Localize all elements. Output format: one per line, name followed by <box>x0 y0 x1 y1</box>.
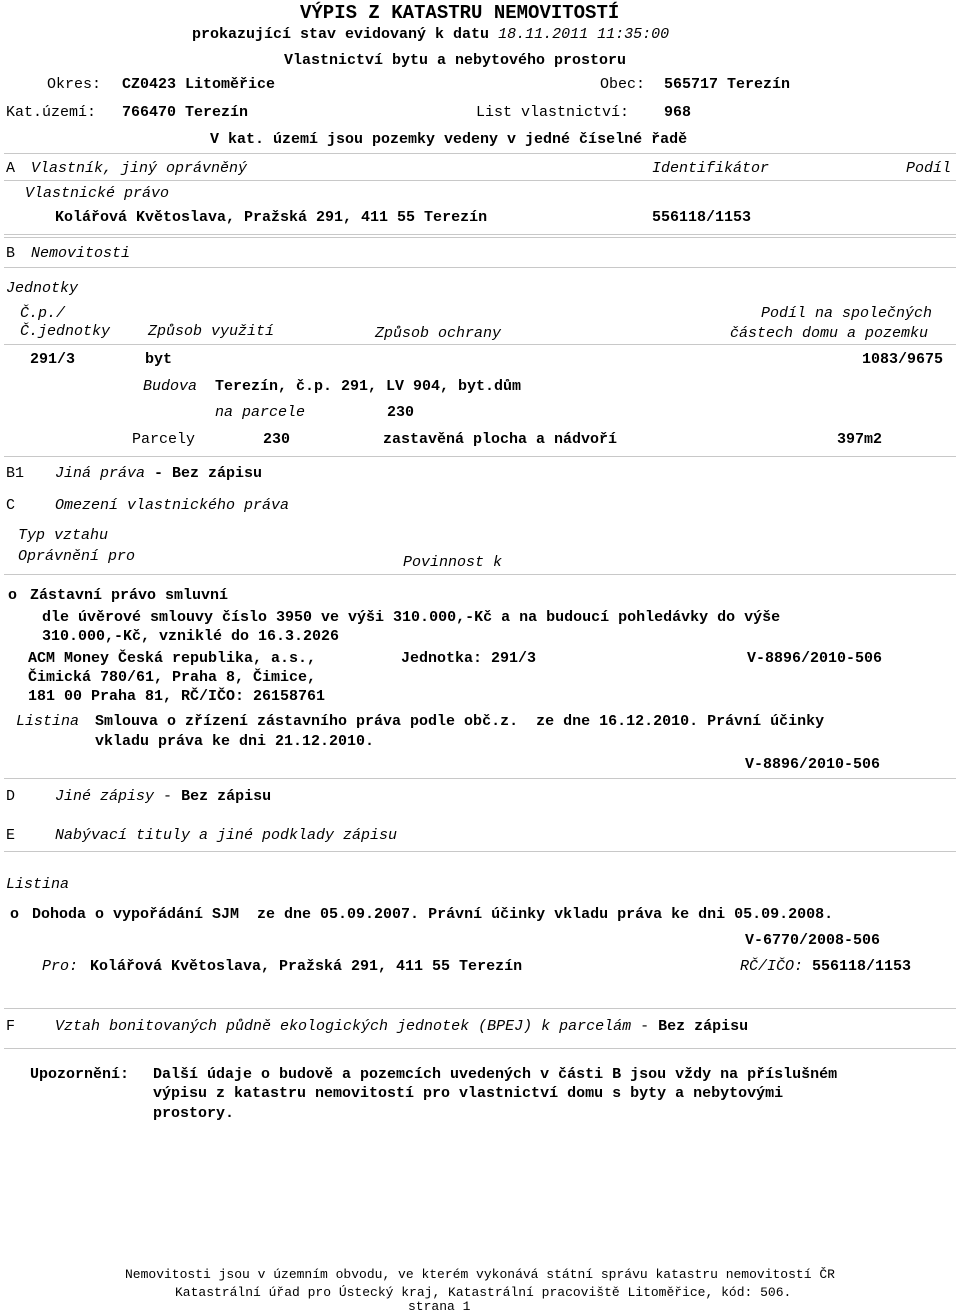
footer-line-1: Nemovitosti jsou v územním obvodu, ve kterém vykonává státní správu katastru nemovitostí ČR <box>125 1267 835 1282</box>
divider <box>4 456 956 457</box>
section-a-letter: A <box>6 160 16 177</box>
parcel-on-label: na parcele <box>215 404 306 421</box>
parcel-number: 230 <box>263 431 291 448</box>
lien-detail-line-1: dle úvěrové smlouvy číslo 3950 ve výši 310.000,-Kč a na budoucí pohledávky do výše <box>42 609 781 626</box>
entitled-header: Oprávnění pro <box>18 548 136 565</box>
common-share-header-2: částech domu a pozemku <box>730 325 929 342</box>
section-e-letter: E <box>6 827 16 844</box>
section-b1-line <box>55 465 262 483</box>
identifier-column-header: Identifikátor <box>652 160 770 177</box>
divider <box>4 153 956 154</box>
lien-title: Zástavní právo smluvní <box>30 587 229 604</box>
divider <box>4 234 956 235</box>
unit-share: 1083/9675 <box>862 351 944 368</box>
duty-value: Jednotka: 291/3 <box>401 650 537 667</box>
section-b1-title: Jiná práva <box>55 465 146 482</box>
status-label: prokazující stav evidovaný k datu <box>192 26 490 43</box>
rc-value: 556118/1153 <box>812 958 912 975</box>
section-f-line <box>55 1018 748 1036</box>
ownership-type: Vlastnictví bytu a nebytového prostoru <box>284 52 627 69</box>
document-title: VÝPIS Z KATASTRU NEMOVITOSTÍ <box>300 2 620 24</box>
okres-value: CZ0423 Litoměřice <box>122 76 276 93</box>
section-b1-letter: B1 <box>6 465 25 482</box>
footer-line-2: Katastrální úřad pro Ústecký kraj, Katastrální pracoviště Litoměřice, kód: 506. <box>175 1285 792 1300</box>
warning-label: Upozornění: <box>30 1066 130 1083</box>
share-column-header: Podíl <box>906 160 952 177</box>
warning-line-3: prostory. <box>153 1105 235 1122</box>
page-number: strana 1 <box>408 1299 471 1314</box>
section-d-value: Bez zápisu <box>181 788 272 805</box>
duty-header: Povinnost k <box>403 554 503 571</box>
okres-label: Okres: <box>47 76 102 93</box>
rc-label: RČ/IČO: <box>740 958 804 975</box>
section-d-title: Jiné zápisy <box>55 788 155 805</box>
obec-value: 565717 Terezín <box>664 76 791 93</box>
warning-line-2: výpisu z katastru nemovitostí pro vlastnictví domu s byty a nebytovými <box>153 1085 784 1102</box>
section-e-title: Nabývací tituly a jiné podklady zápisu <box>55 827 398 844</box>
parcel-area: 397m2 <box>837 431 883 448</box>
pro-value: Kolářová Květoslava, Pražská 291, 411 55 Terezín <box>90 958 523 975</box>
reference-number: V-8896/2010-506 <box>747 650 883 667</box>
section-f-dash: - <box>640 1018 650 1035</box>
section-b1-value: - Bez zápisu <box>154 465 263 482</box>
bullet: o <box>10 906 20 923</box>
creditor-line-3: 181 00 Praha 81, RČ/IČO: 26158761 <box>28 688 326 705</box>
katuzemi-label: Kat.území: <box>6 104 97 121</box>
divider <box>4 237 956 238</box>
units-title: Jednotky <box>6 280 79 297</box>
settlement-entry: Dohoda o vypořádání SJM ze dne 05.09.2007. Právní účinky vkladu práva ke dni 05.09.2008. <box>32 906 834 923</box>
reference-number: V-8896/2010-506 <box>745 756 881 773</box>
divider <box>4 344 956 345</box>
unit-number-header-1: Č.p./ <box>20 305 66 322</box>
owner-id: 556118/1153 <box>652 209 752 226</box>
creditor-line-1: ACM Money Česká republika, a.s., <box>28 650 317 667</box>
divider <box>4 180 956 181</box>
section-d-letter: D <box>6 788 16 805</box>
protection-header: Způsob ochrany <box>375 325 502 342</box>
section-c-letter: C <box>6 497 16 514</box>
divider <box>4 778 956 779</box>
katuzemi-value: 766470 Terezín <box>122 104 249 121</box>
unit-number: 291/3 <box>30 351 76 368</box>
divider <box>4 267 956 268</box>
parcels-label: Parcely <box>132 431 196 448</box>
divider <box>4 574 956 575</box>
cadastral-note: V kat. území jsou pozemky vedeny v jedné číselné řadě <box>210 131 688 148</box>
section-b-letter: B <box>6 245 16 262</box>
section-f-value: Bez zápisu <box>658 1018 749 1035</box>
building-value: Terezín, č.p. 291, LV 904, byt.dům <box>215 378 522 395</box>
document-label: Listina <box>16 713 80 730</box>
unit-use: byt <box>145 351 173 368</box>
divider <box>4 1048 956 1049</box>
rc-line <box>740 958 911 976</box>
pro-label: Pro: <box>42 958 79 975</box>
ownership-right-subtitle: Vlastnické právo <box>25 185 170 202</box>
status-line <box>192 26 669 44</box>
section-d-line <box>55 788 271 806</box>
building-label: Budova <box>143 378 198 395</box>
section-f-letter: F <box>6 1018 16 1035</box>
lien-detail-line-2: 310.000,-Kč, vzniklé do 16.3.2026 <box>42 628 340 645</box>
divider <box>4 851 956 852</box>
section-b-title: Nemovitosti <box>31 245 131 262</box>
section-c-title: Omezení vlastnického práva <box>55 497 290 514</box>
listina-title: Listina <box>6 876 70 893</box>
unit-number-header-2: Č.jednotky <box>20 323 111 340</box>
parcel-on-value: 230 <box>387 404 415 421</box>
divider <box>4 1008 956 1009</box>
relation-type-header: Typ vztahu <box>18 527 109 544</box>
list-value: 968 <box>664 104 692 121</box>
reference-number: V-6770/2008-506 <box>745 932 881 949</box>
section-f-title: Vztah bonitovaných půdně ekologických jednotek (BPEJ) k parcelám <box>55 1018 632 1035</box>
section-d-dash: - <box>163 788 173 805</box>
warning-line-1: Další údaje o budově a pozemcích uvedených v části B jsou vždy na příslušném <box>153 1066 838 1083</box>
section-a-title: Vlastník, jiný oprávněný <box>31 160 248 177</box>
list-label: List vlastnictví: <box>476 104 630 121</box>
use-header: Způsob využití <box>148 323 275 340</box>
status-date: 18.11.2011 11:35:00 <box>498 26 670 43</box>
bullet: o <box>8 587 18 604</box>
document-line-2: vkladu práva ke dni 21.12.2010. <box>95 733 375 750</box>
creditor-line-2: Čimická 780/61, Praha 8, Čimice, <box>28 669 317 686</box>
parcel-type: zastavěná plocha a nádvoří <box>383 431 618 448</box>
common-share-header-1: Podíl na společných <box>761 305 933 322</box>
owner-name: Kolářová Květoslava, Pražská 291, 411 55 Terezín <box>55 209 488 226</box>
document-line-1: Smlouva o zřízení zástavního práva podle obč.z. ze dne 16.12.2010. Právní účinky <box>95 713 825 730</box>
obec-label: Obec: <box>600 76 646 93</box>
